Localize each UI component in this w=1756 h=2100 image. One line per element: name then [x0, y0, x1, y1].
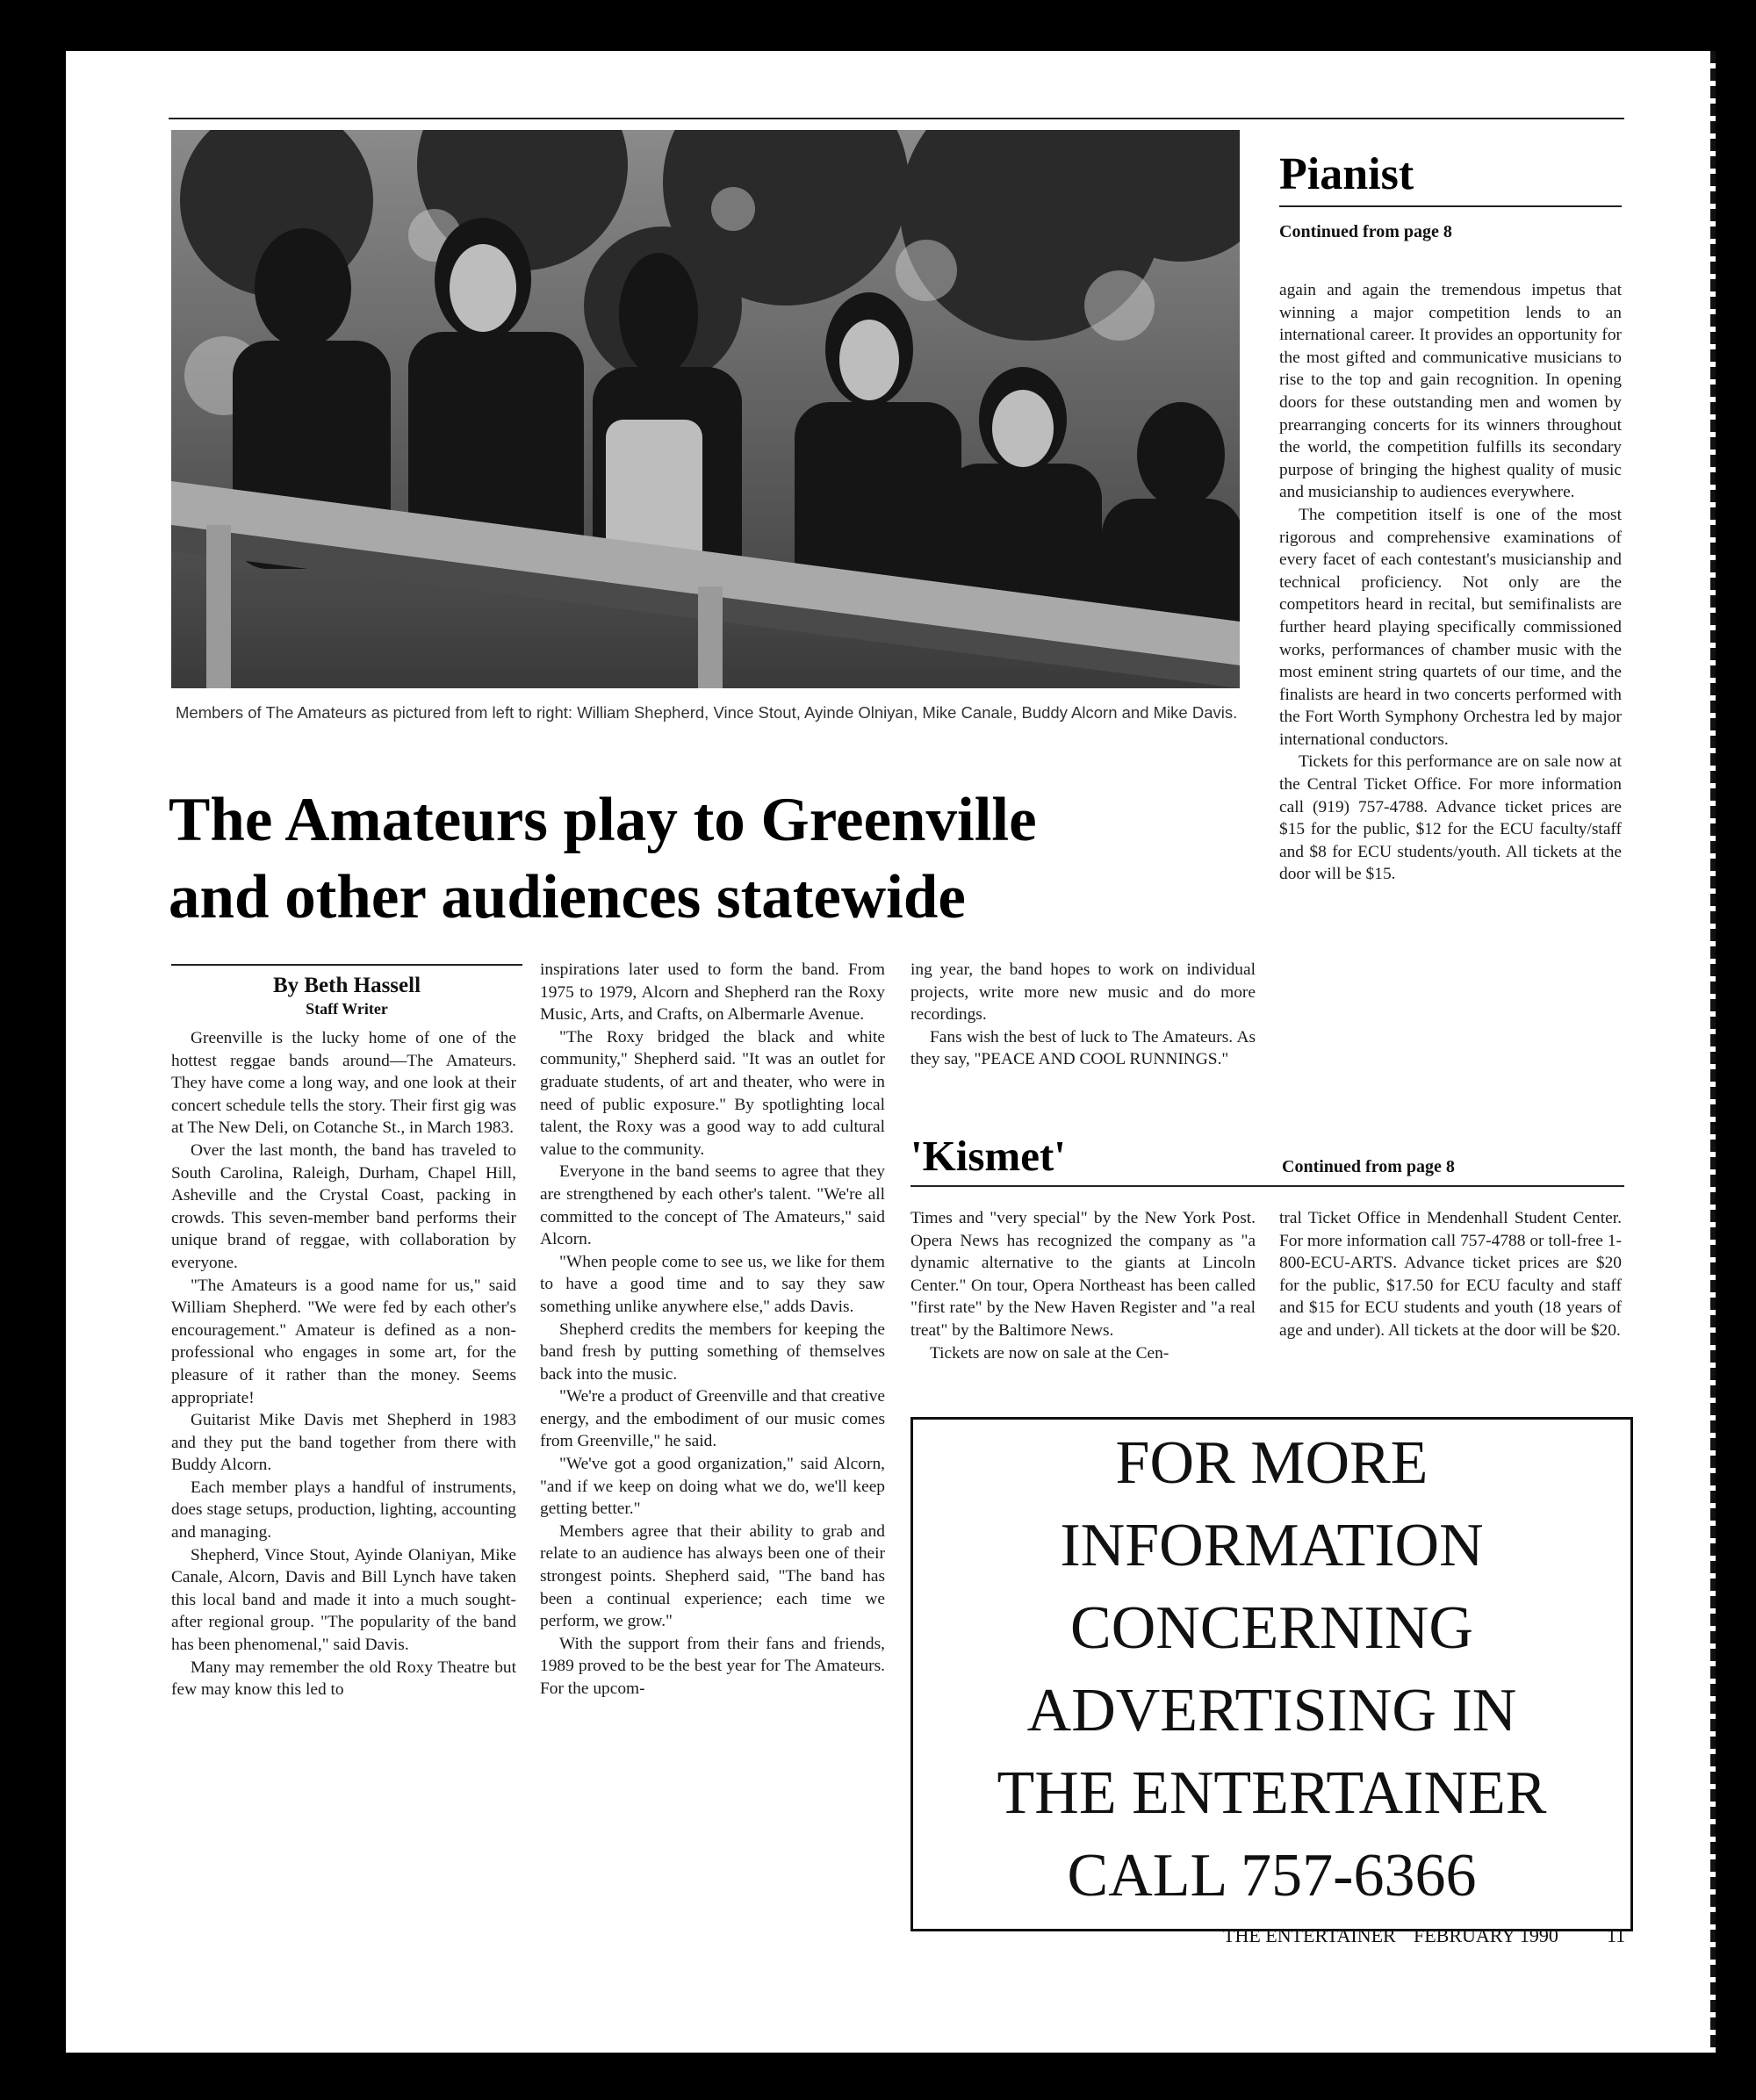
article-paragraph: Members agree that their ability to grab and relate to an audience has always been one of their strongest points. Shepherd said, "The band has been a continual experience; each time we perform, we grow."	[540, 1521, 885, 1631]
article-paragraph: "When people come to see us, we like for them to have a good time and to say they saw something unlike anywhere else," adds Davis.	[540, 1252, 885, 1316]
ad-line: CONCERNING	[1070, 1594, 1473, 1662]
article-paragraph: Shepherd credits the members for keeping the band fresh by putting something of themselves back into the music.	[540, 1320, 885, 1384]
kismet-paragraph: Tickets are now on sale at the Cen-	[930, 1343, 1169, 1363]
article-paragraph: "We've got a good organization," said Alcorn, "and if we keep on doing what we do, we'll keep getting better."	[540, 1455, 885, 1519]
article-paragraph: Greenville is the lucky home of one of the hottest reggae bands around—The Amateurs. They have come a long way, and one look at their concert schedule tells the story. Their first gig was at The New Deli, on Cotanche St., in March 1983.	[171, 1029, 516, 1138]
kismet-paragraph: tral Ticket Office in Mendenhall Student Center. For more information call 757-4788 or toll-free 1-800-ECU-ARTS. Advance ticket prices are $20 for the public, $17.50 for ECU faculty and staff and $15 for ECU students and youth (18 years of age and under). All tickets at the door will be $20.	[1279, 1209, 1622, 1340]
article-paragraph: Fans wish the best of luck to The Amateurs. As they say, "PEACE AND COOL RUNNINGS."	[910, 1027, 1256, 1069]
ad-line: INFORMATION	[1060, 1512, 1484, 1579]
footer-publication: THE ENTERTAINER	[1223, 1924, 1396, 1946]
article-paragraph: Guitarist Mike Davis met Shepherd in 1983 and they put the band together from there with Buddy Alcorn.	[171, 1411, 516, 1475]
page-edge	[1710, 51, 1716, 2053]
kismet-column-b	[1279, 1207, 1622, 1342]
photo-caption: Members of The Amateurs as pictured from left to right: William Shepherd, Vince Stout, Ayinde Olniyan, Mike Canale, Buddy Alcorn and Mike Davis.	[176, 703, 1238, 722]
pianist-continued: Continued from page 8	[1279, 222, 1452, 241]
author-name: By Beth Hassell	[272, 974, 421, 997]
ad-line: CALL 757-6366	[1067, 1842, 1477, 1909]
pianist-column	[1279, 279, 1622, 886]
article-paragraph: "The Amateurs is a good name for us," said William Shepherd. "We were fed by each other's encouragement." Amateur is defined as a non-professional who engages in some art, for the pleasure of it rather than the money. Seems appropriate!	[171, 1276, 516, 1407]
article-paragraph: "We're a product of Greenville and that creative energy, and the embodiment of our music comes from Greenville," he said.	[540, 1387, 885, 1451]
article-paragraph: Many may remember the old Roxy Theatre but few may know this led to	[171, 1658, 516, 1700]
article-paragraph: Shepherd, Vince Stout, Ayinde Olaniyan, Mike Canale, Alcorn, Davis and Bill Lynch have taken this local band and made it into a much sought-after regional group. "The popularity of the band has been phenomenal," said Davis.	[171, 1545, 516, 1655]
article-paragraph: ing year, the band hopes to work on individual projects, write more new music and do more recordings.	[910, 960, 1256, 1025]
kismet-rule	[910, 1185, 1624, 1187]
article-column-1	[171, 1027, 516, 1701]
pianist-title: Pianist	[1279, 149, 1414, 199]
article-column-2	[540, 959, 885, 1701]
article-paragraph: Each member plays a handful of instruments, does stage setups, production, lighting, accounting and managing.	[171, 1478, 516, 1543]
byline-rule	[171, 964, 522, 966]
article-headline	[169, 781, 1257, 936]
band-photo	[171, 130, 1240, 688]
pianist-paragraph: The competition itself is one of the most rigorous and comprehensive examinations of every facet of each contestant's musicianship and technical proficiency. Not only are the competitors heard in recital, but semifinalists are further heard playing specifically commissioned works, performances of chamber music with the most eminent string quartets of our time, and the finalists are heard in two concerts performed with the Fort Worth Symphony Orchestra led by major international conductors.	[1279, 505, 1622, 749]
headline-line-1: The Amateurs play to Greenville	[169, 786, 1037, 854]
page-number: 11	[1607, 1924, 1626, 1946]
byline	[171, 973, 522, 1018]
pianist-rule	[1279, 205, 1622, 207]
article-paragraph: inspirations later used to form the band. From 1975 to 1979, Alcorn and Shepherd ran the Roxy Music, Arts, and Crafts, on Albermarle Avenue.	[540, 960, 885, 1025]
ad-line: ADVERTISING IN	[1026, 1677, 1517, 1744]
kismet-paragraph: Times and "very special" by the New York Post. Opera News has recognized the company as "a dynamic alternative to the giants at Lincoln Center." On tour, Opera Northeast has been called "first rate" by the New Haven Register and "a real treat" by the Baltimore News.	[910, 1209, 1256, 1340]
ad-line: FOR MORE	[1115, 1429, 1429, 1497]
advertising-box	[910, 1417, 1633, 1931]
footer-issue: FEBRUARY 1990	[1414, 1924, 1558, 1946]
article-column-3	[910, 959, 1256, 1071]
pianist-paragraph: Tickets for this performance are on sale now at the Central Ticket Office. For more information call (919) 757-4788. Advance ticket prices are $15 for the public, $12 for the ECU faculty/staff and $8 for ECU students/youth. All tickets at the door will be $15.	[1279, 752, 1622, 884]
ad-line: THE ENTERTAINER	[997, 1759, 1547, 1827]
headline-line-2: and other audiences statewide	[169, 863, 966, 931]
kismet-continued: Continued from page 8	[1282, 1157, 1455, 1176]
pianist-paragraph: again and again the tremendous impetus that winning a major competition lends to an international career. It provides an opportunity for the most gifted and communicative musicians to rise to the top and gain recognition. In opening doors for these outstanding men and women by prearranging concerts for its winners throughout the world, the competition fulfills its secondary purpose of bringing the highest quality of music and musicianship to audiences everywhere.	[1279, 281, 1622, 502]
band-photo-image	[171, 130, 1240, 688]
kismet-title: 'Kismet'	[910, 1132, 1066, 1180]
kismet-column-a	[910, 1207, 1256, 1364]
article-paragraph: Everyone in the band seems to agree that they are strengthened by each other's talent. "We're all committed to the concept of The Amateurs," said Alcorn.	[540, 1162, 885, 1249]
article-paragraph: "The Roxy bridged the black and white community," Shepherd said. "It was an outlet for graduate students, of art and theater, who were in need of public exposure." By spotlighting local talent, the Roxy was a good way to add cultural value to the community.	[540, 1027, 885, 1159]
author-title: Staff Writer	[306, 1000, 388, 1018]
article-paragraph: Over the last month, the band has traveled to South Carolina, Raleigh, Durham, Chapel Hill, Asheville and the Crystal Coast, packing in crowds. This seven-member band performs their unique brand of reggae, with collaboration by everyone.	[171, 1140, 516, 1272]
top-rule	[169, 118, 1624, 119]
article-paragraph: With the support from their fans and friends, 1989 proved to be the best year for The Amateurs. For the upcom-	[540, 1634, 885, 1698]
